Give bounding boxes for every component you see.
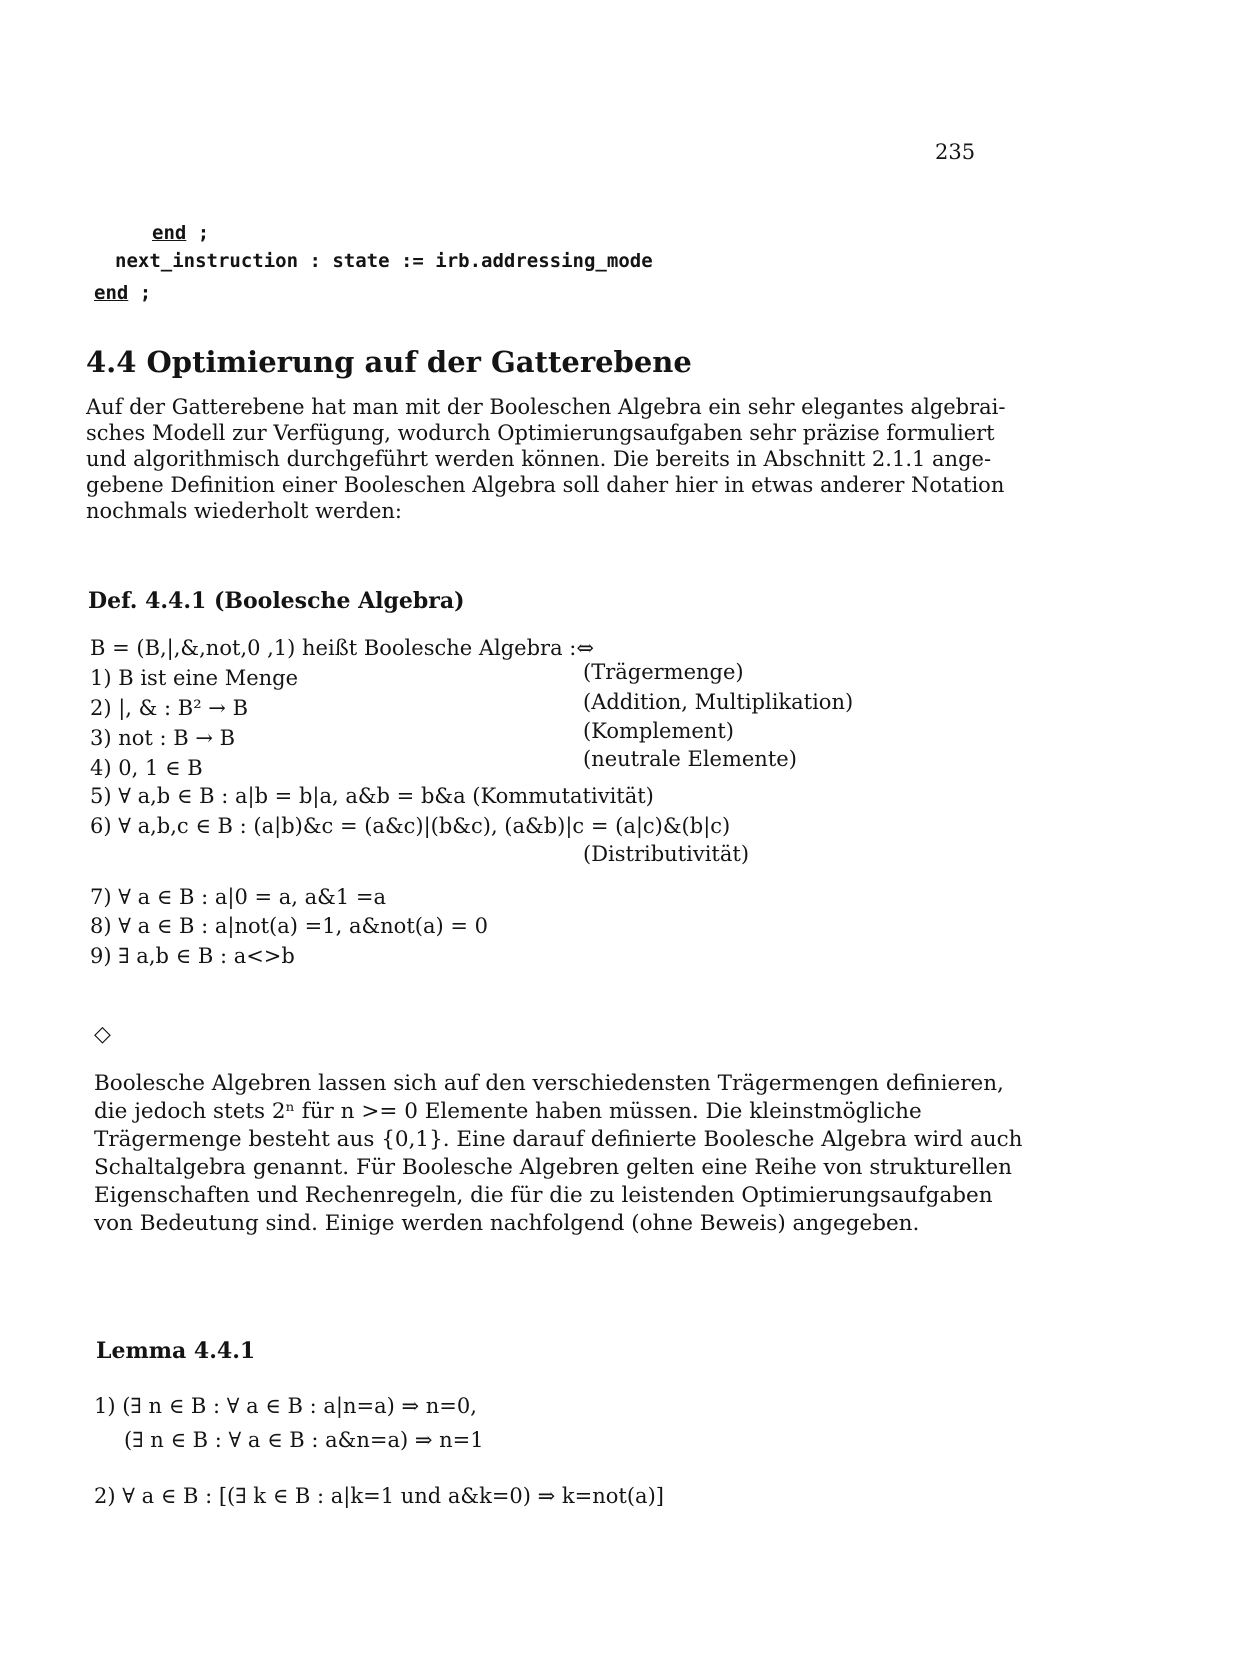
code-line-1: end ; xyxy=(152,222,210,244)
definition-item: 1) B ist eine Menge xyxy=(90,666,299,690)
lemma-line-2: (∃ n ∈ B : ∀ a ∈ B : a&n=a) ⇒ n=1 xyxy=(124,1428,484,1452)
body-paragraph xyxy=(94,1070,1023,1238)
paragraph-line: Auf der Gatterebene hat man mit der Booleschen Algebra ein sehr elegantes algebrai- xyxy=(86,395,1006,419)
paragraph-line: Trägermenge besteht aus {0,1}. Eine darauf definierte Boolesche Algebra wird auch xyxy=(94,1127,1023,1152)
definition-item: 9) ∃ a,b ∈ B : a<>b xyxy=(90,944,295,968)
definition-note: (Distributivität) xyxy=(583,842,750,866)
end-of-definition-marker: ◇ xyxy=(94,1022,111,1047)
paragraph-line: die jedoch stets 2ⁿ für n >= 0 Elemente haben müssen. Die kleinstmögliche xyxy=(94,1099,922,1124)
definition-item: 2) |, & : B² → B xyxy=(90,696,249,720)
definition-note: (Addition, Multiplikation) xyxy=(583,690,854,714)
definition-note: (neutrale Elemente) xyxy=(583,747,797,771)
lemma-line-1: 1) (∃ n ∈ B : ∀ a ∈ B : a|n=a) ⇒ n=0, xyxy=(94,1394,477,1418)
definition-header: B = (B,|,&,not,0 ,1) heißt Boolesche Algebra :⇔ xyxy=(90,636,594,660)
code-line-3: end ; xyxy=(94,282,152,304)
lemma-line-3: 2) ∀ a ∈ B : [(∃ k ∈ B : a|k=1 und a&k=0) ⇒ k=not(a)] xyxy=(94,1484,664,1508)
section-heading: 4.4 Optimierung auf der Gatterebene xyxy=(86,345,692,379)
definition-item: 5) ∀ a,b ∈ B : a|b = b|a, a&b = b&a (Kommutativität) xyxy=(90,784,654,808)
definition-item: 6) ∀ a,b,c ∈ B : (a|b)&c = (a&c)|(b&c), (a&b)|c = (a|c)&(b|c) xyxy=(90,814,731,838)
definition-note: (Trägermenge) xyxy=(583,660,744,684)
paragraph-line: von Bedeutung sind. Einige werden nachfolgend (ohne Beweis) angegeben. xyxy=(94,1211,920,1236)
paragraph-line: Eigenschaften und Rechenregeln, die für die zu leistenden Optimierungsaufgaben xyxy=(94,1183,993,1208)
code-line-2: next_instruction : state := irb.addressing_mode xyxy=(115,250,653,272)
paragraph-line: sches Modell zur Verfügung, wodurch Optimierungsaufgaben sehr präzise formuliert xyxy=(86,421,995,445)
paragraph-line: Schaltalgebra genannt. Für Boolesche Algebren gelten eine Reihe von strukturellen xyxy=(94,1155,1012,1180)
paragraph-line: und algorithmisch durchgeführt werden können. Die bereits in Abschnitt 2.1.1 ange- xyxy=(86,447,992,471)
definition-item: 3) not : B → B xyxy=(90,726,236,750)
code-keyword: end xyxy=(152,222,187,244)
intro-paragraph xyxy=(86,394,1005,524)
code-keyword: end xyxy=(94,282,129,304)
lemma-title: Lemma 4.4.1 xyxy=(96,1338,256,1364)
definition-item: 7) ∀ a ∈ B : a|0 = a, a&1 =a xyxy=(90,885,386,909)
definition-title: Def. 4.4.1 (Boolesche Algebra) xyxy=(88,588,465,614)
paragraph-line: gebene Definition einer Booleschen Algebra soll daher hier in etwas anderer Notation xyxy=(86,473,1005,497)
definition-item: 8) ∀ a ∈ B : a|not(a) =1, a&not(a) = 0 xyxy=(90,914,488,938)
definition-note: (Komplement) xyxy=(583,719,734,743)
paragraph-line: nochmals wiederholt werden: xyxy=(86,499,402,523)
page-number: 235 xyxy=(935,140,976,164)
paragraph-line: Boolesche Algebren lassen sich auf den verschiedensten Trägermengen definieren, xyxy=(94,1071,1004,1096)
definition-item: 4) 0, 1 ∈ B xyxy=(90,756,203,780)
